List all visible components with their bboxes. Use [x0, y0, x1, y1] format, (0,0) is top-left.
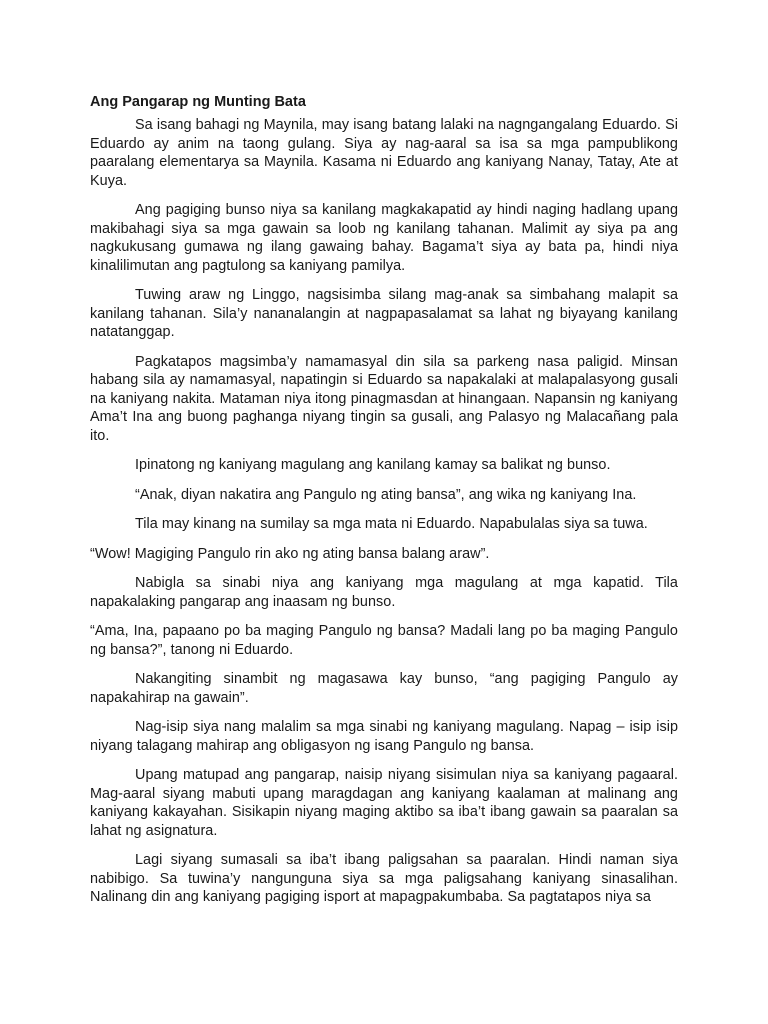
- paragraph-9: Nabigla sa sinabi niya ang kaniyang mga magulang at mga kapatid. Tila napakalaking pangarap ang inaasam ng bunso.: [90, 575, 678, 610]
- paragraph-10: “Ama, Ina, papaano po ba maging Pangulo ng bansa? Madali lang po ba maging Pangulo ng bansa?”, tanong ni Eduardo.: [90, 623, 678, 658]
- paragraph-6: “Anak, diyan nakatira ang Pangulo ng ating bansa”, ang wika ng kaniyang Ina.: [135, 486, 637, 503]
- paragraph-8: “Wow! Magiging Pangulo rin ako ng ating bansa balang araw”.: [90, 545, 490, 562]
- paragraph-3: Tuwing araw ng Linggo, nagsisimba silang mag-anak sa simbahang malapit sa kanilang tahanan. Sila’y nananalangin at nagpapasalamat sa lahat ng biyayang kanilang natatanggap.: [90, 287, 678, 340]
- document-page: [90, 92, 678, 1024]
- paragraph-1: Sa isang bahagi ng Maynila, may isang batang lalaki na nagngangalang Eduardo. Si Eduardo ay anim na taong gulang. Siya ay nag-aaral sa isa sa mga pampublikong paaralang elementarya sa Maynila. Kasama ni Eduardo ang kaniyang Nanay, Tatay, Ate at Kuya.: [90, 117, 678, 189]
- paragraph-14: Lagi siyang sumasali sa iba’t ibang paligsahan sa paaralan. Hindi naman siya nabibigo. Sa tuwina’y nangunguna siya sa mga paligsahang kaniyang sinasalihan. Nalinang din ang kaniyang pagiging isport at mapagpakumbaba. Sa pagtatapos niya sa: [90, 852, 678, 905]
- paragraph-2: Ang pagiging bunso niya sa kanilang magkakapatid ay hindi naging hadlang upang makibahagi siya sa mga gawain sa loob ng kanilang tahanan. Malimit ay siya pa ang nagkukusang gumawa ng ilang gawaing bahay. Bagama’t siya ay bata pa, hindi niya kinalilimutan ang pagtulong sa kaniyang pamilya.: [90, 202, 678, 274]
- paragraph-4: Pagkatapos magsimba’y namamasyal din sila sa parkeng nasa paligid. Minsan habang sila ay namamasyal, napatingin si Eduardo sa napakalaki at malapalasyong gusali na kaniyang nakita. Mataman niya itong pinagmasdan at hinangaan. Napansin ng kaniyang Ama’t Ina ang buong paghanga niyang tingin sa gusali, ang Palasyo ng Malacañang pala ito.: [90, 353, 678, 444]
- paragraph-13: Upang matupad ang pangarap, naisip niyang sisimulan niya sa kaniyang pagaaral. Mag-aaral siyang mabuti upang maragdagan ang kaniyang kaalaman at malinang ang kaniyang kakayahan. Sisikapin niyang maging aktibo sa iba’t ibang gawain sa paaralan sa lahat ng asignatura.: [90, 767, 678, 839]
- paragraph-7: Tila may kinang na sumilay sa mga mata ni Eduardo. Napabulalas siya sa tuwa.: [135, 516, 648, 532]
- paragraph-5: Ipinatong ng kaniyang magulang ang kanilang kamay sa balikat ng bunso.: [135, 457, 611, 473]
- paragraph-11: Nakangiting sinambit ng magasawa kay bunso, “ang pagiging Pangulo ay napakahirap na gawain”.: [90, 671, 678, 706]
- document-title: Ang Pangarap ng Munting Bata: [90, 94, 306, 110]
- paragraph-12: Nag-isip siya nang malalim sa mga sinabi ng kaniyang magulang. Napag – isip isip niyang talagang mahirap ang obligasyon ng isang Pangulo ng bansa.: [90, 719, 678, 754]
